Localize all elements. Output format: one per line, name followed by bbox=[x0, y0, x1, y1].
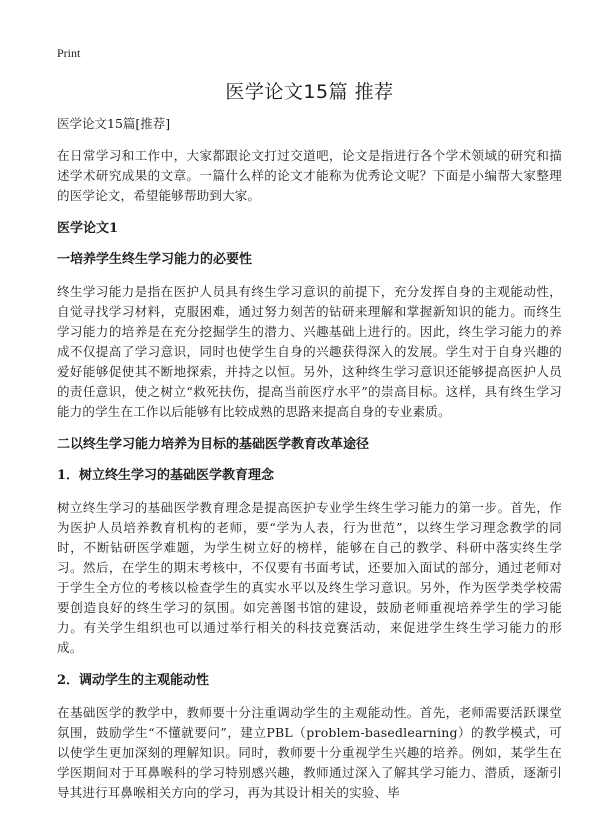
part1-heading: 一培养学生终生学习能力的必要性 bbox=[57, 252, 253, 267]
document-subtitle: 医学论文15篇[推荐] bbox=[57, 116, 171, 131]
print-link[interactable]: Print bbox=[57, 46, 81, 60]
intro-paragraph: 在日常学习和工作中，大家都跟论文打过交道吧，论文是指进行各个学术领域的研究和描述学术研究成果的文章。一篇什么样的论文才能称为优秀论文呢？下面是小编帮大家整理的医学论文，希望能够帮助到大家。 bbox=[57, 148, 562, 203]
item2-paragraph: 在基础医学的教学中，教师要十分注重调动学生的主观能动性。首先，老师需要活跃课堂氛围，鼓励学生“不懂就要问”，建立PBL（problem-basedlearning）的教学模式，可以使学生更加深刻的理解知识。同时，教师要十分重视学生兴趣的培养。例如，某学生在学医期间对于耳鼻喉科的学习特别感兴趣，教师通过深入了解其学习能力、潜质，逐渐引导其进行耳鼻喉相关方向的学习，再为其设计相关的实验、毕 bbox=[57, 705, 562, 800]
item1-heading: 1．树立终生学习的基础医学教育理念 bbox=[57, 468, 275, 483]
item2-heading: 2．调动学生的主观能动性 bbox=[57, 673, 210, 688]
part1-paragraph: 终生学习能力是指在医护人员具有终生学习意识的前提下，充分发挥自身的主观能动性，自觉寻找学习材料，克服困难，通过努力刻苦的钻研来理解和掌握新知识的能力。而终生学习能力的培养是在充分挖掘学生的潜力、兴趣基础上进行的。因此，终生学习能力的养成不仅提高了学习意识，同时也使学生自身的兴趣获得深入的发展。学生对于自身兴趣的爱好能够促使其不断地探索，并持之以恒。另外，这种终生学习意识还能够提高医护人员的责任意识，使之树立“救死扶伤，提高当前医疗水平”的崇高目标。这样，具有终生学习能力的学生在工作以后能够有比较成熟的思路来提高自身的专业素质。 bbox=[57, 284, 562, 419]
page-title: 医学论文15篇 推荐 bbox=[225, 81, 394, 103]
item1-paragraph: 树立终生学习的基础医学教育理念是提高医护专业学生终生学习能力的第一步。首先，作为医护人员培养教育机构的老师，要“学为人表，行为世范”，以终生学习理念教学的同时，不断钻研医学难题，为学生树立好的榜样，能够在自己的教学、科研中落实终生学习。然后，在学生的期末考核中，不仅要有书面考试，还要加入面试的部分，通过老师对于学生全方位的考核以检查学生的真实水平以及终生学习意识。另外，作为医学类学校需要创造良好的终生学习的氛围。如完善图书馆的建设，鼓励老师重视培养学生的学习能力。有关学生组织也可以通过举行相关的科技竞赛活动，来促进学生终生学习能力的形成。 bbox=[57, 500, 562, 655]
section-heading: 医学论文1 bbox=[57, 221, 119, 236]
part2-heading: 二以终生学习能力培养为目标的基础医学教育改革途径 bbox=[57, 437, 370, 452]
